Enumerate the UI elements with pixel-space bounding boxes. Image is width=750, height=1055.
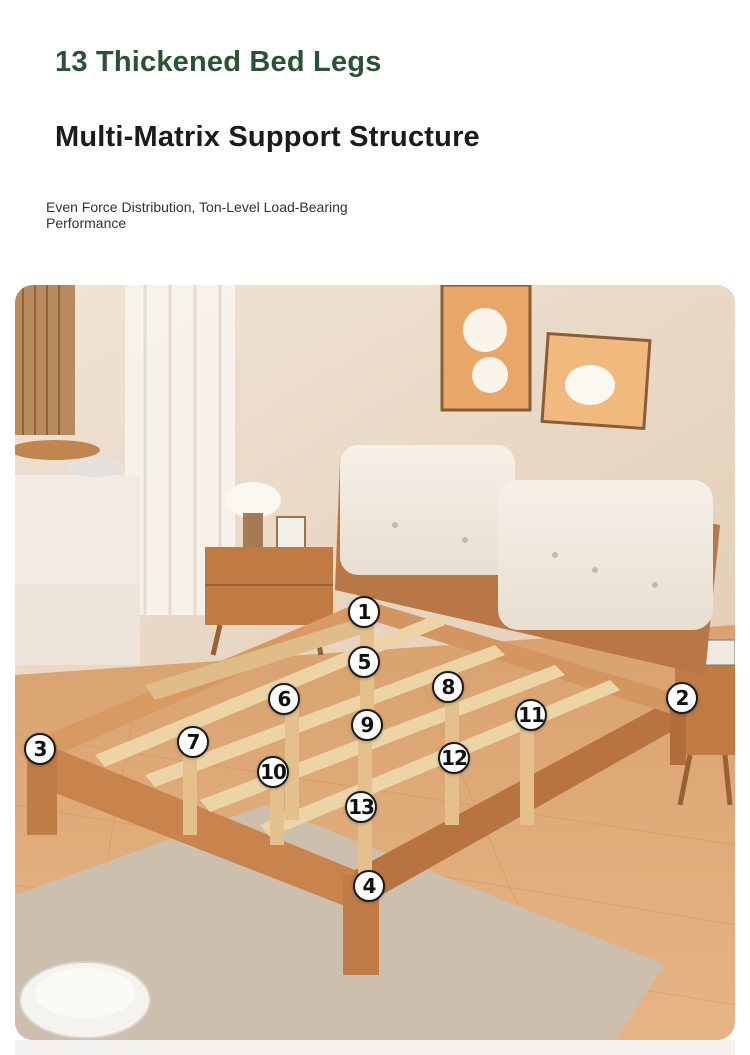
cushion bbox=[67, 457, 123, 477]
leg-marker-3: 3 bbox=[24, 733, 56, 765]
leg-marker-12: 12 bbox=[438, 742, 470, 774]
corner-leg-2 bbox=[670, 705, 686, 765]
leg-marker-11: 11 bbox=[515, 699, 547, 731]
header bbox=[0, 0, 750, 270]
headboard-cushion-right bbox=[498, 480, 713, 630]
leg-marker-8: 8 bbox=[432, 671, 464, 703]
vacuum-top bbox=[35, 968, 135, 1018]
leg-marker-5: 5 bbox=[348, 646, 380, 678]
headboard-cushion-left bbox=[340, 445, 515, 575]
leg-marker-10: 10 bbox=[257, 756, 289, 788]
bottom-divider bbox=[15, 1040, 735, 1055]
page-subtitle-heading: Multi-Matrix Support Structure bbox=[55, 121, 480, 153]
painting-cat bbox=[565, 365, 615, 405]
leg-marker-4: 4 bbox=[353, 870, 385, 902]
leg-marker-7: 7 bbox=[177, 726, 209, 758]
painting-flower bbox=[463, 308, 507, 352]
seat-base bbox=[15, 585, 140, 665]
painting-flower-small bbox=[472, 357, 508, 393]
lamp-shade bbox=[225, 482, 281, 518]
leg-marker-9: 9 bbox=[351, 709, 383, 741]
leg-marker-2: 2 bbox=[666, 682, 698, 714]
leg-marker-6: 6 bbox=[268, 683, 300, 715]
alarm-clock bbox=[705, 640, 735, 665]
bed-frame-photo bbox=[15, 285, 735, 1040]
page-title: 13 Thickened Bed Legs bbox=[55, 46, 382, 78]
window-seat bbox=[15, 475, 140, 585]
leg-marker-1: 1 bbox=[348, 596, 380, 628]
leg-marker-13: 13 bbox=[345, 791, 377, 823]
feature-description: Even Force Distribution, Ton-Level Load-Bearing Performance bbox=[46, 199, 348, 231]
